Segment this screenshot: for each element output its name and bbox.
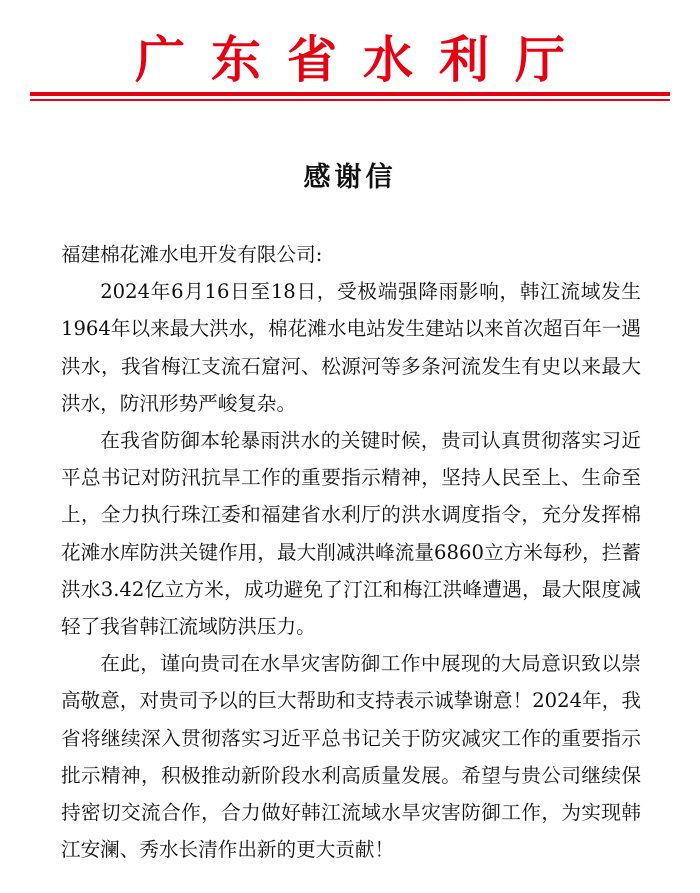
letterhead-rule-thin [30,99,670,101]
letterhead-org-name: 广东省水利厅 [135,30,591,89]
paragraph-2: 在我省防御本轮暴雨洪水的关键时候，贵司认真贯彻落实习近平总书记对防汛抗旱工作的重要指示精神，坚持人民至上、生命至上，全力执行珠江委和福建省水利厅的洪水调度指令，充分发挥棉花滩水库防洪关键作用，最大削减洪峰流量6860立方米每秒，拦蓄洪水3.42亿立方米，成功避免了汀江和梅江洪峰遭遇，最大限度减轻了我省韩江流域防洪压力。 [61,429,641,639]
letterhead-rule-thick [30,92,670,96]
salutation: 福建棉花滩水电开发有限公司: [61,243,323,266]
letter-title: 感谢信 [303,162,397,193]
paragraph-3: 在此，谨向贵司在水旱灾害防御工作中展现的大局意识致以崇高敬意，对贵司予以的巨大帮助和支持表示诚挚谢意！2024年，我省将继续深入贯彻落实习近平总书记关于防灾减灾工作的重要指示批示精神，积极推动新阶段水利高质量发展。希望与贵公司继续保持密切交流合作，合力做好韩江流域水旱灾害防御工作，为实现韩江安澜、秀水长清作出新的更大贡献！ [61,652,641,862]
paragraph-1: 2024年6月16日至18日，受极端强降雨影响，韩江流域发生1964年以来最大洪水，棉花滩水电站发生建站以来首次超百年一遇洪水，我省梅江支流石窟河、松源河等多条河流发生有史以来最大洪水，防汛形势严峻复杂。 [61,280,641,415]
letter-body [61,236,641,868]
